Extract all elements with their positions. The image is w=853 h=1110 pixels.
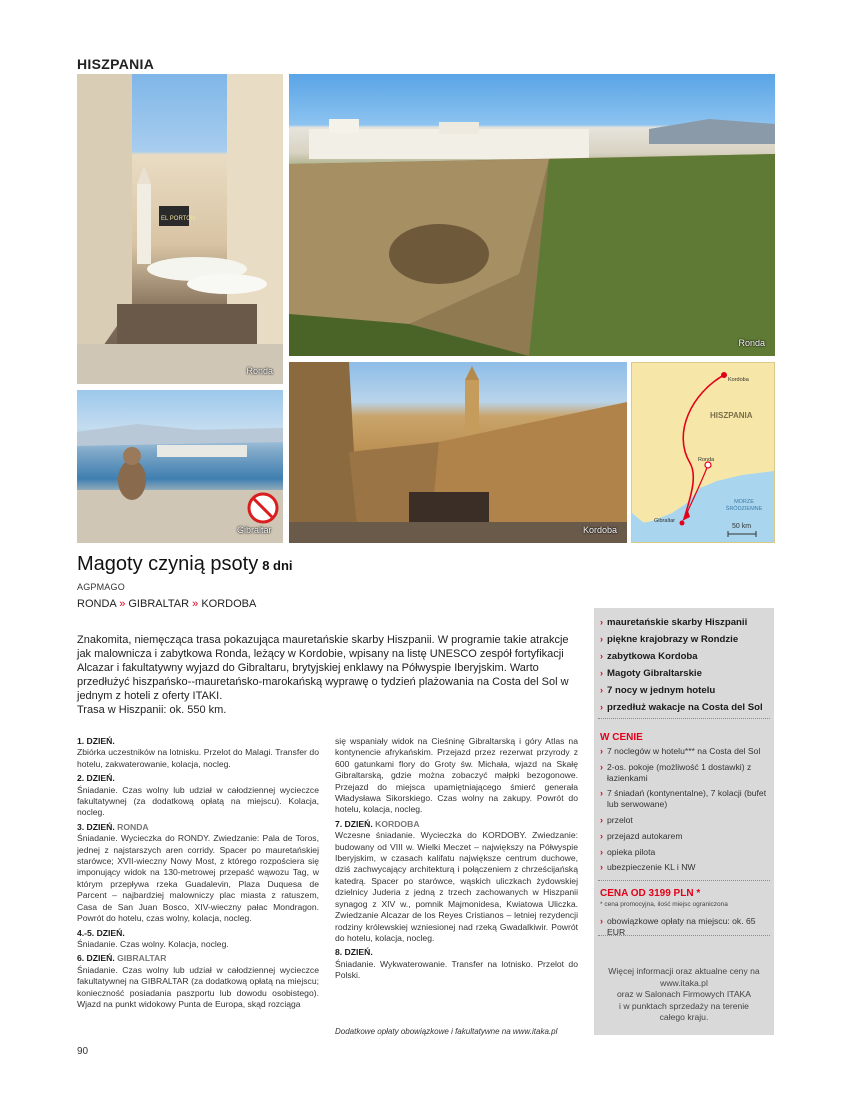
included-item (594, 831, 774, 842)
more-info-line: i w punktach sprzedaży na terenie (619, 1000, 749, 1011)
day-description: Śniadanie. Czas wolny. Kolacja, nocleg. (77, 938, 229, 949)
bullet-arrow-icon: › (600, 846, 603, 857)
included-item (594, 815, 774, 826)
trip-title (77, 553, 293, 576)
sidebar-divider (598, 718, 770, 719)
included-item (594, 862, 774, 873)
day-heading (77, 953, 319, 964)
kordoba-marker (721, 372, 727, 378)
day-heading (77, 773, 319, 784)
day-description: Zbiórka uczestników na lotnisku. Przelot do Malagi. Transfer do hotelu, zakwaterowanie, kolacja, nocleg. (77, 747, 319, 769)
bullet-arrow-icon: › (600, 651, 603, 661)
sidebar-divider (598, 880, 770, 881)
included-text: 2-os. pokoje (możliwość 1 dostawki) z łazienkami (607, 761, 752, 783)
bullet-arrow-icon: › (600, 788, 603, 799)
highlight-text: mauretańskie skarby Hiszpanii (607, 617, 748, 628)
day-description: Śniadanie. Wykwaterowanie. Transfer na lotnisko. Przelot do Polski. (335, 958, 578, 981)
highlight-text: piękne krajobrazy w Rondzie (607, 634, 739, 645)
day-heading (335, 947, 578, 958)
more-info-line: całego kraju. (659, 1012, 709, 1023)
cliff-illustration (289, 74, 775, 356)
footnote-fees: Dodatkowe opłaty obowiązkowe i fakultatywne na www.itaka.pl (335, 1027, 558, 1036)
trip-duration: 8 dni (262, 558, 293, 573)
sidebar-divider (598, 935, 770, 936)
itinerary-day (335, 736, 578, 816)
itinerary-day (335, 947, 578, 981)
included-item (594, 788, 774, 810)
route-separator: » (192, 598, 199, 610)
day-description: Śniadanie. Wycieczka do RONDY. Zwiedzanie: Pala de Toros, jednej z najstarszych aren corridy. Spacer po mauretańskiej starówce; XVII-wieczny Nowy Most, z którego rozpościera się imponujący widok na 130-metrowej przepaść wąwozu Tag, w którym przepływa rzeka Guadalevin, Plaza Duquesa de Parcent – najbardziej malowniczy plac miasta z ratuszem, Casa de San Juan Bosco, XIV-wieczny pałac Mondragon. Powrót do hotelu, czas wolny, kolacja, nocleg. (77, 833, 319, 924)
street-sign-text: EL PORTON (161, 216, 196, 222)
itinerary-day (77, 928, 319, 951)
included-text: przelot (607, 814, 633, 825)
bullet-arrow-icon: › (600, 702, 603, 712)
included-text: 7 śniadań (kontynentalne), 7 kolacji (bufet lub serwowane) (607, 788, 767, 810)
bullet-arrow-icon: › (600, 814, 603, 825)
price-from: CENA OD 3199 PLN * (600, 888, 701, 899)
mandatory-fee-row (594, 916, 774, 943)
bullet-arrow-icon: › (600, 746, 603, 756)
bullet-arrow-icon: › (600, 862, 603, 873)
highlight-item (594, 699, 774, 716)
route-stop: KORDOBA (201, 598, 257, 610)
included-heading: W CENIE (600, 732, 643, 743)
more-info-line: Więcej informacji oraz aktualne ceny na (608, 966, 760, 976)
day-place: RONDA (117, 821, 149, 832)
highlight-item (594, 682, 774, 699)
itinerary-column-1 (77, 736, 319, 1013)
route-stop: GIBRALTAR (128, 598, 190, 610)
day-number: 8. DZIEŃ. (335, 947, 373, 958)
map-city-kordoba: Kordoba (728, 377, 749, 383)
route-distance: Trasa w Hiszpanii: ok. 550 km. (77, 704, 227, 716)
itinerary-day (335, 819, 578, 944)
day-number: 7. DZIEŃ. (335, 818, 373, 829)
intro-text: Znakomita, niemęcząca trasa pokazująca mauretańskie skarby Hiszpanii. W programie takie atrakcje jak malownicza i zabytkowa Ronda, leżący w Kordobie, wpisany na listę UNESCO zespół fortyfikacji Alcazar i fakultatywny wyjazd do Gibraltaru, brytyjskiej enklawy na Półwyspie Iberyjskim. Warto przedłużyć hiszpańsko--mauretańsko-marokańską wyprawę o tydzień plażowania na Costa del Sol w jednym z hoteli z oferty ITAKI. (77, 634, 569, 702)
caption-kordoba: Kordoba (582, 525, 617, 535)
photo-ronda-cliff (289, 74, 775, 356)
day-number: 2. DZIEŃ. (77, 773, 115, 784)
day-number: 1. DZIEŃ. (77, 736, 115, 746)
included-item (594, 746, 774, 757)
caption-ronda-cliff: Ronda (738, 338, 765, 348)
trip-code: AGPMAGO (77, 582, 125, 592)
more-info-line: oraz w Salonach Firmowych ITAKA (616, 989, 752, 1000)
highlight-item (594, 648, 774, 665)
highlight-text: 7 nocy w jednym hotelu (607, 685, 716, 696)
bullet-arrow-icon: › (600, 685, 603, 695)
highlight-item (594, 631, 774, 648)
highlights-list (594, 614, 774, 716)
day-place: KORDOBA (375, 818, 420, 829)
included-list (594, 746, 774, 878)
caption-gibraltar: Gibraltar (237, 525, 272, 535)
street-illustration (77, 74, 283, 384)
day-description: Śniadanie. Czas wolny lub udział w całodziennej wycieczce fakultatywnej na GIBRALTAR (za dodatkową opłatą na miejscu; konieczność posiadania paszportu lub dowodu osobistego). Wjazd na punkt widokowy Punta de Europa, skąd rozciąga (77, 964, 319, 1009)
mandatory-fee-text: obowiązkowe opłaty na miejscu: ok. 65 EUR (607, 916, 756, 937)
photo-ronda-street (77, 74, 283, 384)
highlight-item (594, 665, 774, 682)
intro-paragraph (77, 633, 577, 717)
itinerary-day (77, 822, 319, 925)
more-info (600, 966, 768, 1024)
info-sidebar (594, 608, 774, 1035)
map-sea-label: MORZE ŚRÓDZIEMNE (725, 499, 763, 512)
bullet-arrow-icon: › (600, 617, 603, 627)
map-graphic (632, 363, 774, 542)
kordoba-illustration (289, 362, 627, 543)
itinerary-day (77, 736, 319, 770)
included-text: opieka pilota (607, 846, 656, 857)
gibraltar-illustration (77, 390, 283, 543)
included-text: ubezpieczenie KL i NW (607, 862, 696, 873)
map-scale: 50 km (732, 523, 752, 530)
map-country-label: HISZPANIA (710, 411, 753, 420)
included-text: 7 noclegów w hotelu*** na Costa del Sol (607, 746, 761, 756)
highlight-item (594, 614, 774, 631)
highlight-text: Magoty Gibraltarskie (607, 668, 702, 679)
photo-kordoba (289, 362, 627, 543)
more-info-link[interactable]: www.itaka.pl (660, 977, 708, 988)
itinerary-day (77, 773, 319, 819)
day-description: się wspaniały widok na Cieśninę Gibraltarską i góry Atlas na kontynencie afrykańskim. Przejazd przez rezerwat przyrody z 600 gatunkami flory do Groty św. Michała, wjazd na Skałę Gibraltarską, gdzie można zobaczyć małpki bezogonowe. Przejazd do miejsca upamiętniającego śmierć generała Władysława Sikorskiego. Czas wolny na zakupy. Powrót do hotelu, kolacja, nocleg. (335, 736, 578, 815)
map-city-ronda: Ronda (698, 457, 715, 463)
day-description: Wczesne śniadanie. Wycieczka do KORDOBY. Zwiedzanie: budowany od VIII w. Wielki Meczet – największy na Półwyspie Iberyjskim, w czasach kalifatu największe centrum duchowe, dziś zachwycający architekturą i połączeniem z chrześcijańską katedrą. Spacer po starówce, wąskich uliczkach żydowskiej dzielnicy Juderia z jedną z trzech zachowanych w Hiszpanii synagog z XIV w., pomnik Majmonidesa, Kwiatowa Uliczka. Zwiedzanie Alcazar de los Reyes Cristianos – letniej rezydencji rodziny królewskiej wzniesionej nad rzeką Gwadalkiwir. Powrót do hotelu, kolacja, nocleg. (335, 830, 578, 943)
route-separator: » (119, 598, 126, 610)
itinerary-day (77, 953, 319, 1010)
bullet-arrow-icon: › (600, 668, 603, 678)
bullet-arrow-icon: › (600, 634, 603, 644)
day-number: 6. DZIEŃ. (77, 953, 115, 964)
trip-route (77, 598, 256, 610)
bullet-arrow-icon: › (600, 916, 603, 926)
caption-ronda-street: Ronda (246, 366, 273, 376)
bullet-arrow-icon: › (600, 830, 603, 841)
trip-title-text: Magoty czynią psoty (77, 553, 259, 575)
day-description: Śniadanie. Czas wolny lub udział w całodziennej wycieczce fakultatywnej (za dodatkową opłatą na miejscu). Kolacja, nocleg. (77, 784, 319, 818)
highlight-text: zabytkowa Kordoba (607, 651, 698, 662)
photo-gibraltar (77, 390, 283, 543)
itinerary-column-2 (335, 736, 578, 985)
route-stop: RONDA (77, 598, 117, 610)
day-heading (335, 819, 578, 830)
price-note: * cena promocyjna, ilość miejsc ograniczona (600, 901, 728, 908)
day-heading (77, 928, 319, 939)
day-heading (77, 736, 319, 747)
day-number: 3. DZIEŃ. (77, 821, 115, 832)
route-map (631, 362, 775, 543)
gibraltar-marker (680, 521, 685, 526)
day-heading (77, 822, 319, 833)
included-text: przejazd autokarem (607, 830, 683, 841)
included-item (594, 762, 774, 784)
highlight-text: przedłuż wakacje na Costa del Sol (607, 702, 763, 713)
included-item (594, 847, 774, 858)
page-number: 90 (77, 1046, 89, 1057)
day-place: GIBRALTAR (117, 953, 167, 964)
bullet-arrow-icon: › (600, 761, 603, 772)
country-heading: HISZPANIA (77, 56, 155, 72)
day-number: 4.-5. DZIEŃ. (77, 927, 125, 938)
map-city-gibraltar: Gibraltar (654, 518, 676, 524)
